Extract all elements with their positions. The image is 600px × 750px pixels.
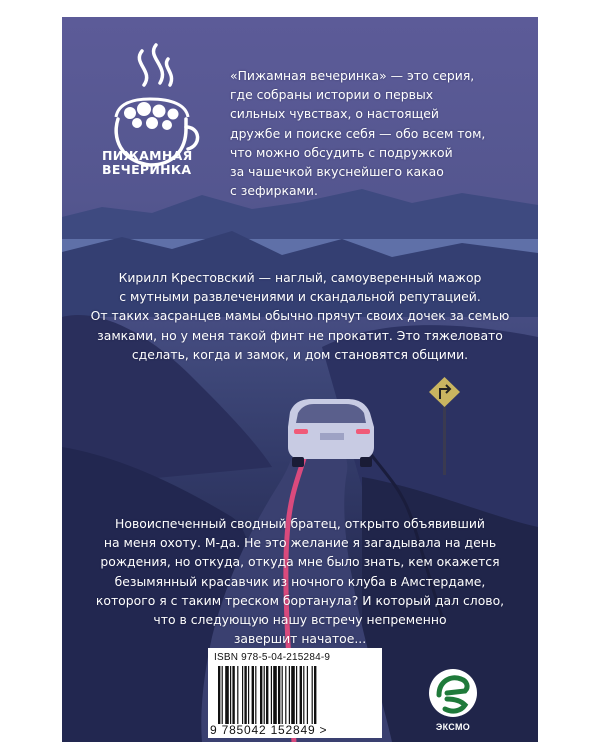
- plot-description-line: рождения, но откуда, откуда мне было знать, кем окажется: [100, 554, 500, 570]
- hero-description-line: замками, но у меня такой финт не прокатит. Это тяжеловато: [97, 327, 503, 343]
- plot-description-line: Новоиспеченный сводный братец, открыто объявивший: [115, 516, 485, 531]
- plot-description-line: завершит начатое...: [233, 631, 367, 647]
- series-logo-line1: ПИЖАМНАЯ: [102, 148, 193, 163]
- series-description: [230, 66, 485, 200]
- publisher-name: ЭКСМО: [435, 722, 471, 732]
- series-description-line: «Пижамная вечеринка» — это серия,: [230, 68, 475, 83]
- series-description-line: за чашечкой вкуснейшего какао: [230, 164, 444, 180]
- series-logo-line2: ВЕЧЕРИНКА: [102, 162, 192, 177]
- isbn-text: ISBN 978-5-04-215284-9: [214, 652, 331, 663]
- car: [288, 399, 374, 467]
- series-description-line: сильных чувствах, о настоящей: [230, 106, 439, 122]
- hero-description-line: От таких засранцев мамы обычно прячут своих дочек за семью: [90, 308, 510, 324]
- hero-description-line: Кирилл Крестовский — наглый, самоуверенный мажор: [118, 270, 482, 285]
- plot-description: [62, 514, 538, 648]
- series-description-line: с зефирками.: [230, 183, 318, 199]
- barcode-digits: 9 785042 152849 >: [210, 723, 328, 737]
- hero-description-line: сделать, когда и замок, и дом становятся общими.: [131, 346, 469, 362]
- book-back-cover: [62, 17, 538, 742]
- plot-description-line: на меня охоту. М-да. Не это желание я загадывала на день: [103, 535, 497, 551]
- barcode-label: [208, 648, 382, 738]
- series-logo-text: [102, 149, 212, 177]
- plot-description-line: что в следующую нашу встречу непременно: [153, 612, 447, 628]
- series-description-line: дружбе и поиске себя — обо всем том,: [230, 125, 486, 141]
- series-description-line: что можно обсудить с подружкой: [230, 144, 453, 160]
- barcode-icon: [216, 666, 376, 724]
- hero-description: [62, 268, 538, 364]
- hero-description-line: с мутными развлечениями и скандальной репутацией.: [119, 289, 481, 305]
- plot-description-line: безымянный красавчик из ночного клуба в Амстердаме,: [114, 573, 486, 589]
- plot-description-line: которого я с таким треском бортанула? И который дал слово,: [95, 592, 505, 608]
- series-description-line: где собраны истории о первых: [230, 87, 434, 103]
